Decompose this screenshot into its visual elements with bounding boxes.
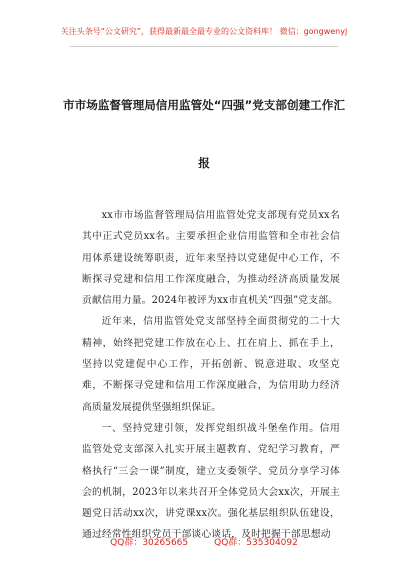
document-title-continuation: 报 xyxy=(198,156,210,170)
document-body xyxy=(82,205,340,546)
header-divider xyxy=(70,46,338,47)
footer-qq-groups xyxy=(0,535,408,548)
paragraph-intro: xx市市场监督管理局信用监管处党支部现有党员xx名其中正式党员xx名。主要承担企业信用监管和全市社会信用体系建设统筹职责，近年来坚持以党建促中心工作，不断探寻党建和信用工作深度融合，为推动经济高质量发展贡献信用力量。2024年被评为xx市直机关“四强”党支部。 xyxy=(82,210,340,307)
document-title: 市市场监督管理局信用监管处“四强”党支部创建工作汇 xyxy=(63,98,345,112)
header-note: 关注头条号“公文研究”，获得最新最全最专业的公文资料库！ 微信：gongwenyj xyxy=(60,27,348,36)
qq-group-1: QQ群：30265665 xyxy=(110,538,189,548)
paragraph-overview: 近年来，信用监管处党支部坚持全面贯彻党的二十大精神，始终把党建工作放在心上、扛在肩上、抓在手上，坚持以党建促中心工作，开拓创新、锐意进取、攻坚克难，不断探寻党建和信用工作深度融合，为信用助力经济高质量发展提供坚强组织保证。 xyxy=(82,316,340,413)
qq-group-2: QQ群：535304092 xyxy=(214,538,298,548)
paragraph-section-1: 一、坚持党建引领，发挥党组织战斗堡垒作用。信用监管处党支部深入扎实开展主题教育、党纪学习教育，严格执行“三会一课”制度，建立支委领学、党员分享学习体会的机制，2023年以来共召开全体党员大会xx次，开展主题党日活动xx次，讲党课xx次。强化基层组织队伍建设，通过经常性组织党员干部谈心谈话，及时把握干部思想动 xyxy=(82,422,340,541)
